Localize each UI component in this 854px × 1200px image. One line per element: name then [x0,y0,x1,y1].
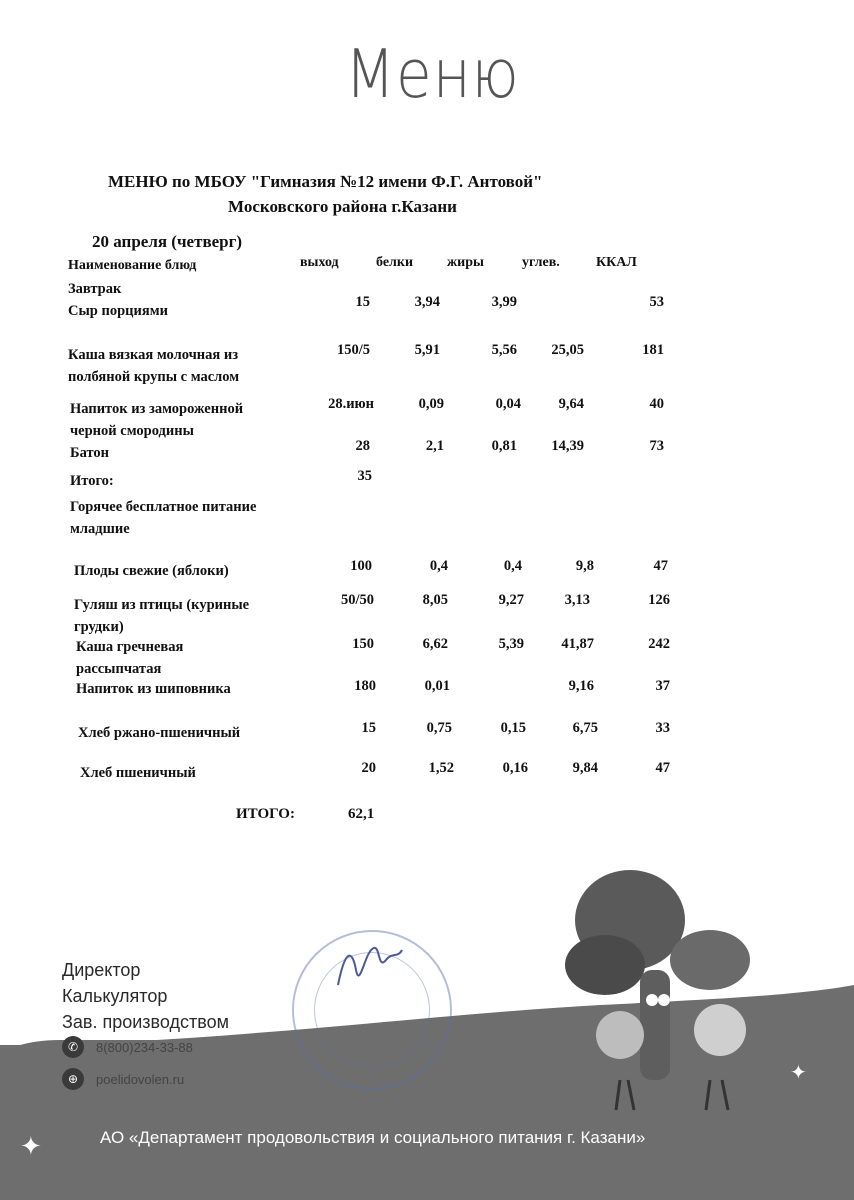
table-row-name: Сыр порциями [68,303,168,319]
total-label: ИТОГО: [236,806,295,822]
table-cell-yield: 15 [355,294,370,310]
table-row-name-line2: грудки) [74,619,124,635]
section-hot-meal-line2: младшие [70,521,130,537]
table-cell-carbs: 6,75 [572,720,598,736]
contact-website: poelidovolen.ru [96,1072,185,1087]
signature [330,940,410,1000]
table-cell-kcal: 126 [648,592,670,608]
table-cell-yield: 180 [354,678,376,694]
table-cell-fat: 5,39 [498,636,524,652]
table-cell-protein: 2,1 [425,438,444,454]
table-cell-carbs: 9,8 [575,558,594,574]
staff-production-head: Зав. производством [62,1012,229,1032]
table-cell-fat: 0,4 [503,558,522,574]
sparkle-icon: ✦ [20,1132,42,1162]
column-header-fat: жиры [447,255,484,270]
table-cell-carbs: 9,64 [558,396,584,412]
table-cell-protein: 3,94 [414,294,440,310]
table-cell-fat: 9,27 [498,592,524,608]
table-cell-protein: 8,05 [422,592,448,608]
table-cell-fat: 0,04 [495,396,521,412]
total-value: 62,1 [348,806,375,822]
table-cell-yield: 150 [352,636,374,652]
table-row-name-line2: черной смородины [70,423,194,439]
table-cell-kcal: 181 [642,342,664,358]
table-cell-yield: 20 [361,760,376,776]
table-row-name: Батон [70,445,109,461]
section-hot-meal: Горячее бесплатное питание [70,499,257,515]
column-header-carbs: углев. [522,255,560,270]
table-cell-yield: 50/50 [340,592,374,608]
table-cell-yield: 28 [355,438,370,454]
table-cell-kcal: 53 [649,294,664,310]
table-cell-fat: 5,56 [491,342,517,358]
table-cell-kcal: 47 [655,760,670,776]
company-name: АО «Департамент продовольствия и социального питания г. Казани» [100,1128,646,1147]
table-cell-fat: 0,16 [502,760,528,776]
table-cell-protein: 0,4 [429,558,448,574]
table-cell-protein: 5,91 [414,342,440,358]
sparkle-icon: ✦ [790,1060,807,1084]
table-cell-yield: 15 [361,720,376,736]
table-cell-fat: 3,99 [491,294,517,310]
table-cell-yield: 28.июн [328,396,374,412]
column-header-name: Наименование блюд [68,258,197,273]
table-cell-yield: 100 [350,558,372,574]
subtotal-label: Итого: [70,473,114,489]
table-cell-protein: 1,52 [428,760,454,776]
table-cell-kcal: 37 [655,678,670,694]
staff-director: Директор [62,960,141,980]
table-row-name: Напиток из шиповника [76,681,231,697]
table-row-name: Каша гречневая [76,639,184,655]
table-row-name: Каша вязкая молочная из [68,347,239,363]
staff-calculator: Калькулятор [62,986,168,1006]
table-row-name: Напиток из замороженной [70,401,244,417]
table-cell-kcal: 73 [649,438,664,454]
table-cell-kcal: 33 [655,720,670,736]
table-row-name-line2: полбяной крупы с маслом [68,369,240,385]
table-row-name: Хлеб пшеничный [80,765,196,781]
table-cell-kcal: 242 [648,636,670,652]
handwritten-title: Меню [345,34,520,114]
table-cell-protein: 0,01 [424,678,450,694]
table-cell-carbs: 25,05 [551,342,584,358]
phone-icon: ✆ [62,1036,84,1058]
table-cell-kcal: 47 [653,558,668,574]
contact-phone: 8(800)234-33-88 [96,1040,193,1055]
table-cell-carbs: 14,39 [551,438,584,454]
table-cell-carbs: 3,13 [564,592,590,608]
section-breakfast: Завтрак [68,281,122,297]
table-cell-carbs: 9,16 [568,678,594,694]
table-cell-kcal: 40 [649,396,664,412]
menu-date: 20 апреля (четверг) [92,232,243,251]
heading-line-2: Московского района г.Казани [228,197,457,216]
globe-icon: ⊕ [62,1068,84,1090]
vegetable-illustration [560,860,790,1120]
table-cell-carbs: 9,84 [572,760,598,776]
table-cell-yield: 150/5 [336,342,370,358]
table-cell-fat: 0,15 [500,720,526,736]
table-cell-protein: 6,62 [422,636,448,652]
subtotal-value: 35 [357,468,372,484]
table-row-name: Хлеб ржано-пшеничный [78,725,241,741]
table-cell-protein: 0,75 [426,720,452,736]
table-cell-carbs: 41,87 [561,636,594,652]
column-header-kcal: ККАЛ [596,255,637,270]
table-row-name: Плоды свежие (яблоки) [74,563,229,579]
table-cell-protein: 0,09 [418,396,444,412]
table-row-name-line2: рассыпчатая [76,661,162,677]
column-header-yield: выход [300,255,339,270]
table-row-name: Гуляш из птицы (куриные [74,597,250,613]
table-cell-fat: 0,81 [491,438,517,454]
column-header-protein: белки [376,255,414,270]
heading-line-1: МЕНЮ по МБОУ "Гимназия №12 имени Ф.Г. Антовой" [108,172,543,191]
